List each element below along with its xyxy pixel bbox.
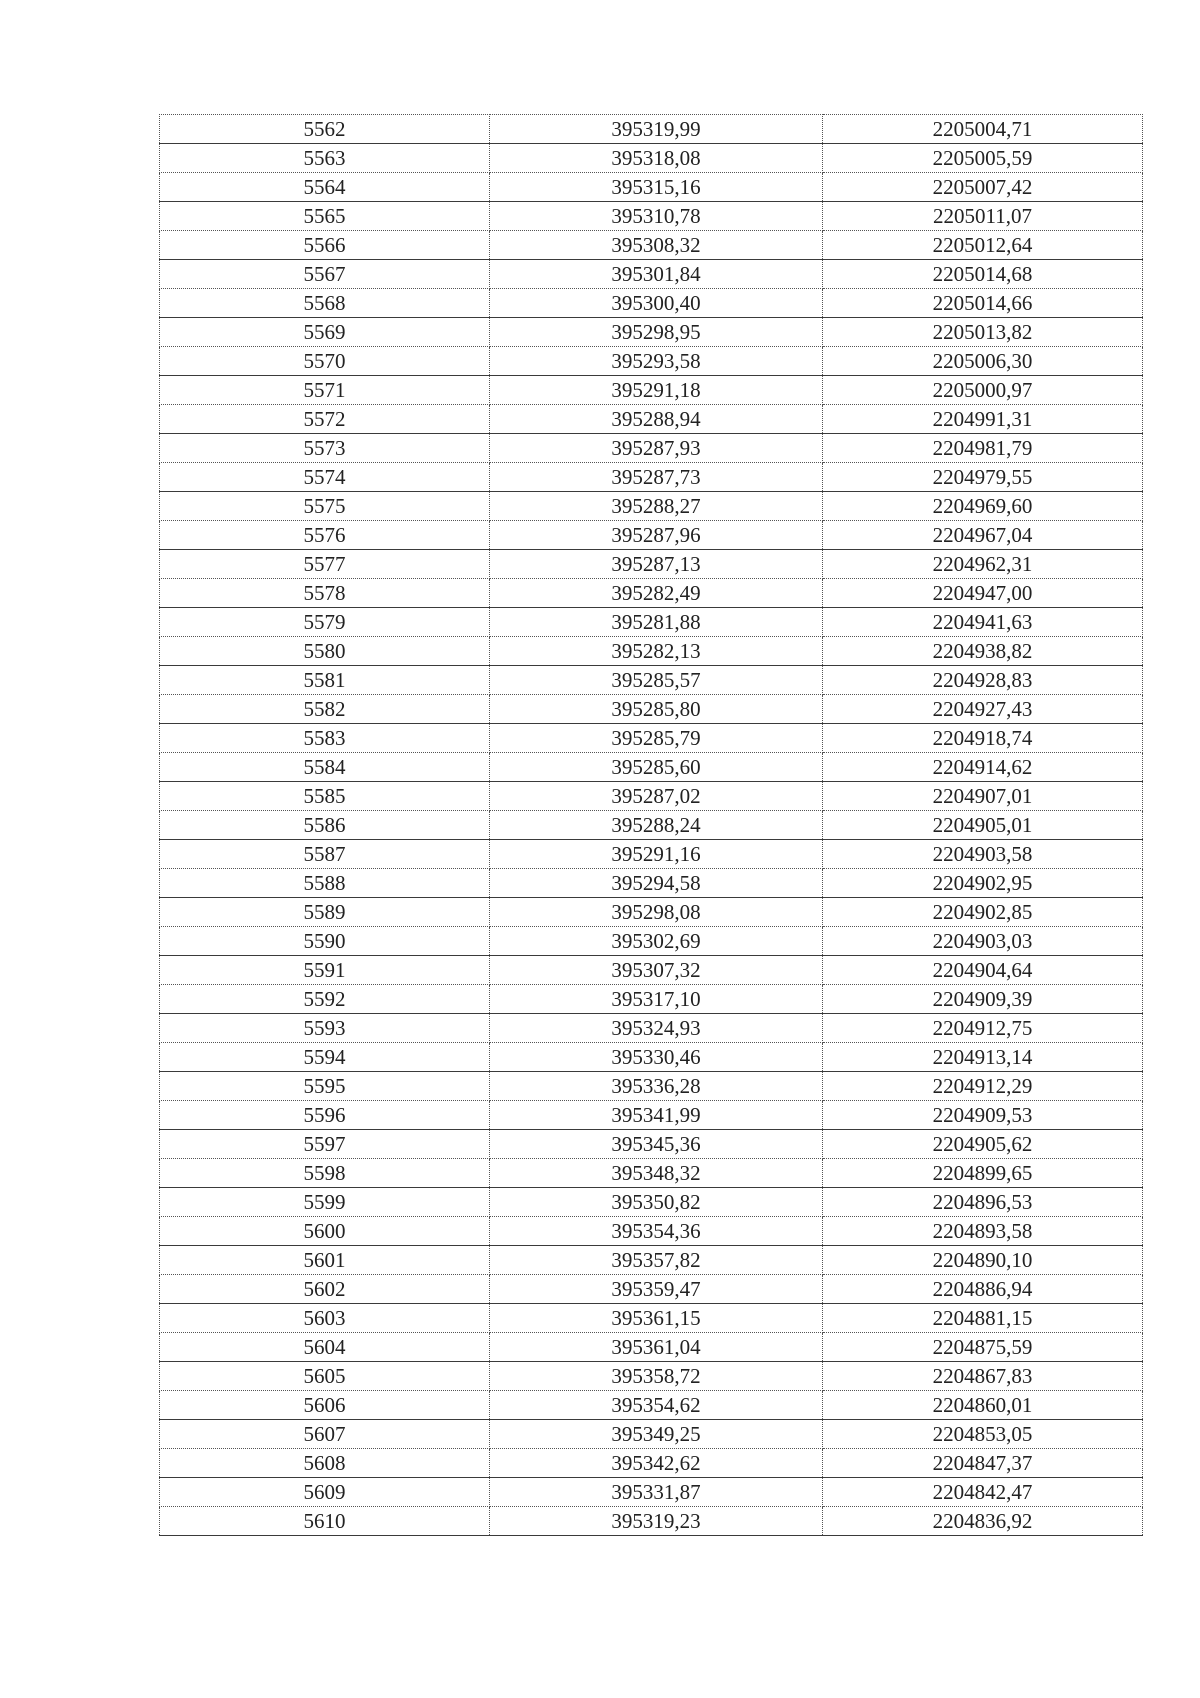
x-coordinate-cell: 395357,82	[490, 1246, 823, 1275]
x-coordinate-cell: 395287,73	[490, 463, 823, 492]
table-row	[160, 666, 1143, 695]
table-row	[160, 202, 1143, 231]
table-row	[160, 521, 1143, 550]
point-number-cell: 5600	[160, 1217, 490, 1246]
x-coordinate-cell: 395307,32	[490, 956, 823, 985]
x-coordinate-cell: 395308,32	[490, 231, 823, 260]
y-coordinate-cell: 2204893,58	[823, 1217, 1143, 1246]
y-coordinate-cell: 2204886,94	[823, 1275, 1143, 1304]
y-coordinate-cell: 2204918,74	[823, 724, 1143, 753]
point-number-cell: 5602	[160, 1275, 490, 1304]
x-coordinate-cell: 395282,49	[490, 579, 823, 608]
x-coordinate-cell: 395336,28	[490, 1072, 823, 1101]
x-coordinate-cell: 395291,18	[490, 376, 823, 405]
point-number-cell: 5604	[160, 1333, 490, 1362]
y-coordinate-cell: 2205006,30	[823, 347, 1143, 376]
table-row	[160, 1507, 1143, 1536]
y-coordinate-cell: 2204836,92	[823, 1507, 1143, 1536]
x-coordinate-cell: 395361,04	[490, 1333, 823, 1362]
y-coordinate-cell: 2205005,59	[823, 144, 1143, 173]
x-coordinate-cell: 395361,15	[490, 1304, 823, 1333]
point-number-cell: 5586	[160, 811, 490, 840]
table-row	[160, 753, 1143, 782]
x-coordinate-cell: 395281,88	[490, 608, 823, 637]
point-number-cell: 5603	[160, 1304, 490, 1333]
point-number-cell: 5585	[160, 782, 490, 811]
x-coordinate-cell: 395288,94	[490, 405, 823, 434]
table-row	[160, 347, 1143, 376]
point-number-cell: 5576	[160, 521, 490, 550]
table-row	[160, 1362, 1143, 1391]
x-coordinate-cell: 395324,93	[490, 1014, 823, 1043]
y-coordinate-cell: 2204927,43	[823, 695, 1143, 724]
y-coordinate-cell: 2204913,14	[823, 1043, 1143, 1072]
table-row	[160, 579, 1143, 608]
point-number-cell: 5580	[160, 637, 490, 666]
y-coordinate-cell: 2205011,07	[823, 202, 1143, 231]
x-coordinate-cell: 395354,36	[490, 1217, 823, 1246]
y-coordinate-cell: 2204903,58	[823, 840, 1143, 869]
y-coordinate-cell: 2204912,29	[823, 1072, 1143, 1101]
y-coordinate-cell: 2204962,31	[823, 550, 1143, 579]
table-row	[160, 463, 1143, 492]
x-coordinate-cell: 395287,13	[490, 550, 823, 579]
table-row	[160, 1391, 1143, 1420]
table-row	[160, 782, 1143, 811]
y-coordinate-cell: 2204914,62	[823, 753, 1143, 782]
point-number-cell: 5567	[160, 260, 490, 289]
y-coordinate-cell: 2205007,42	[823, 173, 1143, 202]
point-number-cell: 5568	[160, 289, 490, 318]
x-coordinate-cell: 395287,96	[490, 521, 823, 550]
table-row	[160, 956, 1143, 985]
y-coordinate-cell: 2204909,39	[823, 985, 1143, 1014]
x-coordinate-cell: 395288,27	[490, 492, 823, 521]
table-row	[160, 1130, 1143, 1159]
y-coordinate-cell: 2204928,83	[823, 666, 1143, 695]
x-coordinate-cell: 395319,99	[490, 115, 823, 144]
x-coordinate-cell: 395291,16	[490, 840, 823, 869]
point-number-cell: 5579	[160, 608, 490, 637]
point-number-cell: 5588	[160, 869, 490, 898]
x-coordinate-cell: 395287,02	[490, 782, 823, 811]
x-coordinate-cell: 395342,62	[490, 1449, 823, 1478]
table-row	[160, 724, 1143, 753]
table-row	[160, 115, 1143, 144]
point-number-cell: 5564	[160, 173, 490, 202]
point-number-cell: 5594	[160, 1043, 490, 1072]
table-row	[160, 1072, 1143, 1101]
point-number-cell: 5578	[160, 579, 490, 608]
point-number-cell: 5606	[160, 1391, 490, 1420]
point-number-cell: 5599	[160, 1188, 490, 1217]
x-coordinate-cell: 395341,99	[490, 1101, 823, 1130]
y-coordinate-cell: 2204860,01	[823, 1391, 1143, 1420]
point-number-cell: 5605	[160, 1362, 490, 1391]
y-coordinate-cell: 2204905,01	[823, 811, 1143, 840]
x-coordinate-cell: 395285,60	[490, 753, 823, 782]
table-row	[160, 811, 1143, 840]
y-coordinate-cell: 2204867,83	[823, 1362, 1143, 1391]
x-coordinate-cell: 395331,87	[490, 1478, 823, 1507]
point-number-cell: 5609	[160, 1478, 490, 1507]
y-coordinate-cell: 2204907,01	[823, 782, 1143, 811]
y-coordinate-cell: 2205012,64	[823, 231, 1143, 260]
point-number-cell: 5592	[160, 985, 490, 1014]
x-coordinate-cell: 395301,84	[490, 260, 823, 289]
point-number-cell: 5577	[160, 550, 490, 579]
point-number-cell: 5610	[160, 1507, 490, 1536]
table-row	[160, 1275, 1143, 1304]
x-coordinate-cell: 395285,79	[490, 724, 823, 753]
table-row	[160, 695, 1143, 724]
y-coordinate-cell: 2205014,68	[823, 260, 1143, 289]
table-row	[160, 1188, 1143, 1217]
y-coordinate-cell: 2204904,64	[823, 956, 1143, 985]
x-coordinate-cell: 395293,58	[490, 347, 823, 376]
x-coordinate-cell: 395348,32	[490, 1159, 823, 1188]
table-row	[160, 840, 1143, 869]
y-coordinate-cell: 2204979,55	[823, 463, 1143, 492]
x-coordinate-cell: 395318,08	[490, 144, 823, 173]
y-coordinate-cell: 2204890,10	[823, 1246, 1143, 1275]
point-number-cell: 5582	[160, 695, 490, 724]
x-coordinate-cell: 395287,93	[490, 434, 823, 463]
y-coordinate-cell: 2204896,53	[823, 1188, 1143, 1217]
table-row	[160, 376, 1143, 405]
table-row	[160, 927, 1143, 956]
table-row	[160, 1420, 1143, 1449]
table-row	[160, 637, 1143, 666]
point-number-cell: 5583	[160, 724, 490, 753]
table-row	[160, 492, 1143, 521]
table-row	[160, 1101, 1143, 1130]
point-number-cell: 5587	[160, 840, 490, 869]
table-row	[160, 1246, 1143, 1275]
table-row	[160, 434, 1143, 463]
table-row	[160, 260, 1143, 289]
point-number-cell: 5572	[160, 405, 490, 434]
point-number-cell: 5581	[160, 666, 490, 695]
table-row	[160, 898, 1143, 927]
point-number-cell: 5597	[160, 1130, 490, 1159]
y-coordinate-cell: 2204991,31	[823, 405, 1143, 434]
y-coordinate-cell: 2205014,66	[823, 289, 1143, 318]
y-coordinate-cell: 2204903,03	[823, 927, 1143, 956]
x-coordinate-cell: 395354,62	[490, 1391, 823, 1420]
point-number-cell: 5571	[160, 376, 490, 405]
point-number-cell: 5584	[160, 753, 490, 782]
y-coordinate-cell: 2204912,75	[823, 1014, 1143, 1043]
x-coordinate-cell: 395345,36	[490, 1130, 823, 1159]
table-row	[160, 231, 1143, 260]
table-row	[160, 318, 1143, 347]
table-row	[160, 173, 1143, 202]
coordinates-table	[159, 114, 1143, 1536]
x-coordinate-cell: 395350,82	[490, 1188, 823, 1217]
y-coordinate-cell: 2205013,82	[823, 318, 1143, 347]
y-coordinate-cell: 2204842,47	[823, 1478, 1143, 1507]
table-row	[160, 289, 1143, 318]
point-number-cell: 5595	[160, 1072, 490, 1101]
table-row	[160, 1333, 1143, 1362]
point-number-cell: 5591	[160, 956, 490, 985]
table-row	[160, 1014, 1143, 1043]
x-coordinate-cell: 395358,72	[490, 1362, 823, 1391]
table-row	[160, 1217, 1143, 1246]
point-number-cell: 5562	[160, 115, 490, 144]
point-number-cell: 5563	[160, 144, 490, 173]
table-row	[160, 1304, 1143, 1333]
point-number-cell: 5566	[160, 231, 490, 260]
x-coordinate-cell: 395310,78	[490, 202, 823, 231]
point-number-cell: 5569	[160, 318, 490, 347]
y-coordinate-cell: 2204941,63	[823, 608, 1143, 637]
y-coordinate-cell: 2204853,05	[823, 1420, 1143, 1449]
x-coordinate-cell: 395282,13	[490, 637, 823, 666]
y-coordinate-cell: 2204981,79	[823, 434, 1143, 463]
x-coordinate-cell: 395302,69	[490, 927, 823, 956]
point-number-cell: 5565	[160, 202, 490, 231]
x-coordinate-cell: 395359,47	[490, 1275, 823, 1304]
y-coordinate-cell: 2205004,71	[823, 115, 1143, 144]
point-number-cell: 5574	[160, 463, 490, 492]
point-number-cell: 5590	[160, 927, 490, 956]
x-coordinate-cell: 395298,08	[490, 898, 823, 927]
y-coordinate-cell: 2205000,97	[823, 376, 1143, 405]
y-coordinate-cell: 2204881,15	[823, 1304, 1143, 1333]
table-row	[160, 1159, 1143, 1188]
table-row	[160, 1043, 1143, 1072]
point-number-cell: 5608	[160, 1449, 490, 1478]
x-coordinate-cell: 395288,24	[490, 811, 823, 840]
y-coordinate-cell: 2204875,59	[823, 1333, 1143, 1362]
x-coordinate-cell: 395317,10	[490, 985, 823, 1014]
y-coordinate-cell: 2204905,62	[823, 1130, 1143, 1159]
point-number-cell: 5573	[160, 434, 490, 463]
table-row	[160, 985, 1143, 1014]
x-coordinate-cell: 395315,16	[490, 173, 823, 202]
table-row	[160, 1449, 1143, 1478]
y-coordinate-cell: 2204902,85	[823, 898, 1143, 927]
point-number-cell: 5589	[160, 898, 490, 927]
point-number-cell: 5593	[160, 1014, 490, 1043]
x-coordinate-cell: 395298,95	[490, 318, 823, 347]
table-row	[160, 1478, 1143, 1507]
point-number-cell: 5570	[160, 347, 490, 376]
point-number-cell: 5598	[160, 1159, 490, 1188]
y-coordinate-cell: 2204902,95	[823, 869, 1143, 898]
x-coordinate-cell: 395294,58	[490, 869, 823, 898]
y-coordinate-cell: 2204947,00	[823, 579, 1143, 608]
table-row	[160, 144, 1143, 173]
y-coordinate-cell: 2204909,53	[823, 1101, 1143, 1130]
y-coordinate-cell: 2204847,37	[823, 1449, 1143, 1478]
point-number-cell: 5575	[160, 492, 490, 521]
point-number-cell: 5607	[160, 1420, 490, 1449]
y-coordinate-cell: 2204899,65	[823, 1159, 1143, 1188]
y-coordinate-cell: 2204969,60	[823, 492, 1143, 521]
x-coordinate-cell: 395285,80	[490, 695, 823, 724]
table-row	[160, 550, 1143, 579]
table-row	[160, 608, 1143, 637]
point-number-cell: 5596	[160, 1101, 490, 1130]
x-coordinate-cell: 395285,57	[490, 666, 823, 695]
x-coordinate-cell: 395319,23	[490, 1507, 823, 1536]
y-coordinate-cell: 2204938,82	[823, 637, 1143, 666]
table-row	[160, 405, 1143, 434]
table-row	[160, 869, 1143, 898]
x-coordinate-cell: 395300,40	[490, 289, 823, 318]
x-coordinate-cell: 395349,25	[490, 1420, 823, 1449]
x-coordinate-cell: 395330,46	[490, 1043, 823, 1072]
y-coordinate-cell: 2204967,04	[823, 521, 1143, 550]
point-number-cell: 5601	[160, 1246, 490, 1275]
coordinates-table-body	[160, 115, 1143, 1536]
